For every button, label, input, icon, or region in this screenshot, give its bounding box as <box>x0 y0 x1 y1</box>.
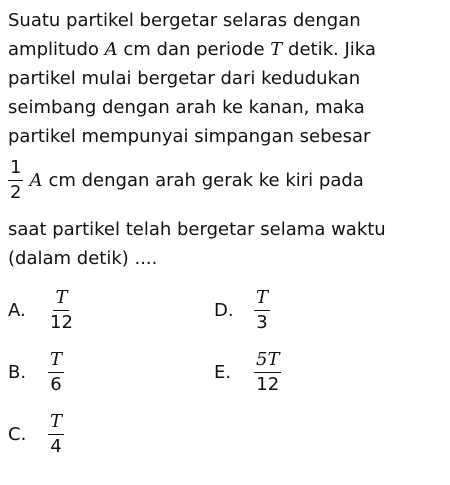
question-line-4: seimbang dengan arah ke kanan, maka <box>8 97 365 118</box>
option-d[interactable]: D. $\frac{T}{3}$ <box>214 286 269 333</box>
option-d-fraction: $\frac{T}{3}$ <box>256 286 269 333</box>
question-line-7: saat partikel telah bergetar selama waktu <box>8 219 386 240</box>
option-a-fraction: $\frac{T}{12}$ <box>50 286 73 333</box>
option-b[interactable]: B. $\frac{T}{6}$ <box>8 348 63 395</box>
question-line-5: partikel mempunyai simpangan sebesar <box>8 126 371 147</box>
question-line-1: Suatu partikel bergetar selaras dengan <box>8 10 361 31</box>
question-text <box>8 6 440 273</box>
question-line-3: partikel mulai bergetar dari kedudukan <box>8 68 361 89</box>
option-e-fraction: $\frac{5T}{12}$ <box>256 348 280 395</box>
option-c[interactable]: C. $\frac{T}{4}$ <box>8 410 63 457</box>
fraction-variable: A <box>29 169 43 191</box>
half-fraction: $\frac{1}{2}$ <box>10 156 22 203</box>
option-e[interactable]: E. $\frac{5T}{12}$ <box>214 348 280 395</box>
option-a[interactable]: A. $\frac{T}{12}$ <box>8 286 73 333</box>
question-line-8: (dalam detik) .... <box>8 248 158 269</box>
option-b-fraction: $\frac{T}{6}$ <box>50 348 63 395</box>
question-line-2: amplitudo A cm dan periode T detik. Jika <box>8 39 376 60</box>
amplitude-variable: A <box>104 39 118 60</box>
option-c-fraction: $\frac{T}{4}$ <box>50 410 63 457</box>
period-variable: T <box>270 39 283 60</box>
question-line-6: $\frac{1}{2}$ A cm dengan arah gerak ke kiri pada <box>10 156 364 203</box>
